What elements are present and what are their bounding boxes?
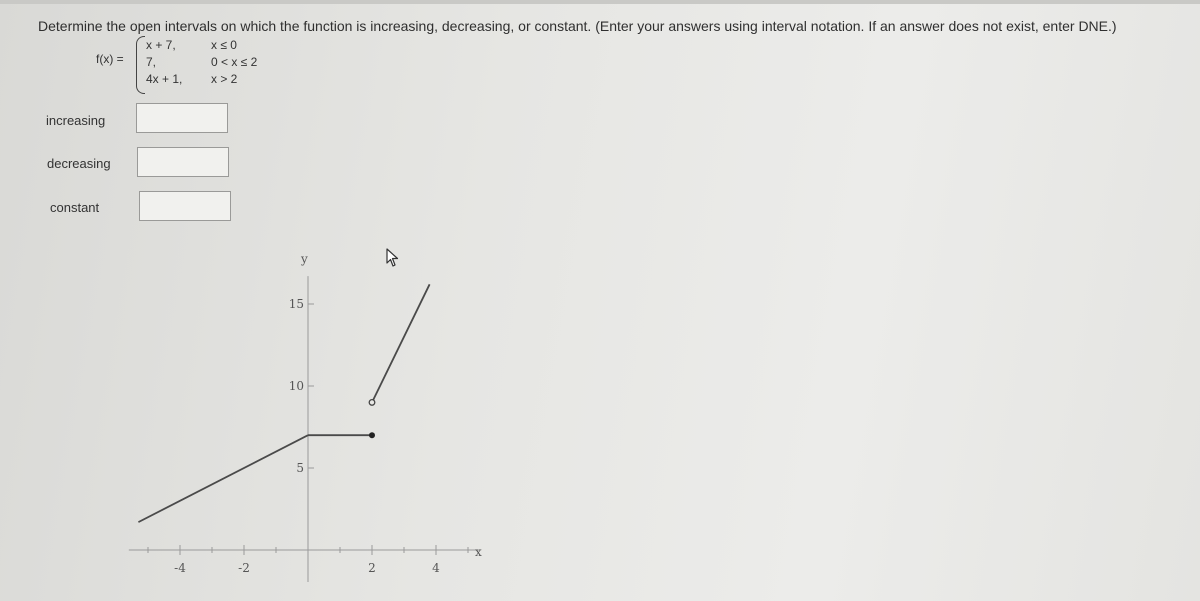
case-1-condition: x ≤ 0 bbox=[211, 38, 237, 52]
question-text: Determine the open intervals on which the function is increasing, decreasing, or constant. (Enter your answers using interval notation. If an answer does not exist, enter DNE.) bbox=[38, 18, 1117, 34]
x-tick-label: 2 bbox=[368, 561, 376, 575]
y-axis-label: y bbox=[301, 252, 308, 266]
series-line-3 bbox=[372, 284, 430, 402]
x-tick-label: 4 bbox=[432, 561, 440, 575]
graph-points bbox=[369, 400, 375, 439]
function-label: f(x) = bbox=[96, 52, 124, 66]
case-1-expression: x + 7, bbox=[146, 38, 176, 52]
case-2-condition: 0 < x ≤ 2 bbox=[211, 55, 258, 69]
graph-curves bbox=[138, 284, 429, 522]
mouse-pointer-icon bbox=[386, 248, 400, 268]
x-tick-label: -4 bbox=[174, 561, 186, 575]
increasing-label: increasing bbox=[46, 113, 106, 128]
x-axis-label: x bbox=[475, 545, 482, 559]
y-tick-label: 15 bbox=[288, 297, 304, 311]
case-3-condition: x > 2 bbox=[211, 72, 238, 86]
constant-label: constant bbox=[50, 200, 100, 215]
closed-endpoint bbox=[369, 432, 375, 438]
graph-axes bbox=[129, 276, 481, 582]
series-line-1 bbox=[138, 435, 308, 522]
x-tick-label: -2 bbox=[238, 561, 250, 575]
case-3-expression: 4x + 1, bbox=[146, 72, 183, 86]
open-endpoint bbox=[369, 400, 375, 406]
decreasing-label: decreasing bbox=[47, 156, 111, 171]
y-tick-label: 5 bbox=[296, 461, 304, 475]
y-tick-label: 10 bbox=[288, 379, 304, 393]
case-2-expression: 7, bbox=[146, 55, 157, 69]
